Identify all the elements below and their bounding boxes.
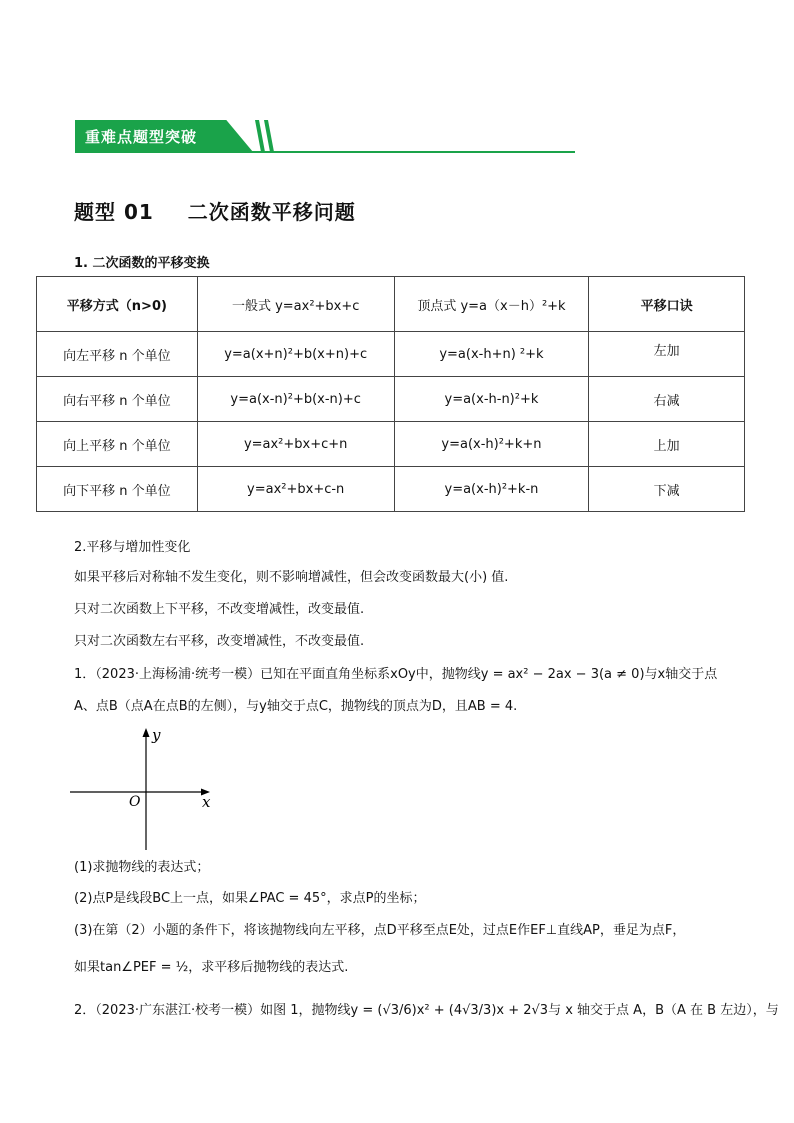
table-header: 平移方式（n>0)	[37, 277, 198, 332]
heading-type-label: 题型 01	[74, 200, 154, 224]
problem1-line: 1．（2023·上海杨浦·统考一模）已知在平面直角坐标系xOy中，抛物线y = ax² − 2ax − 3(a ≠ 0)与x轴交于点	[74, 667, 718, 682]
y-axis-label: y	[152, 728, 161, 744]
table-row	[37, 332, 745, 377]
problem1-question: (1)求抛物线的表达式；	[74, 860, 210, 875]
coordinate-axes-figure	[68, 728, 218, 852]
section1-title: 1. 二次函数的平移变换	[74, 256, 210, 271]
table-cell: y=a(x-h)²+k+n	[394, 422, 589, 467]
table-cell: y=a(x-h)²+k-n	[394, 467, 589, 512]
section2-line: 只对二次函数上下平移，不改变增减性，改变最值.	[74, 602, 365, 617]
table-cell: y=ax²+bx+c+n	[197, 422, 394, 467]
table-header: 一般式 y=ax²+bx+c	[197, 277, 394, 332]
problem1-line: A、点B（点A在点B的左侧），与y轴交于点C，抛物线的顶点为D，且AB = 4.	[74, 699, 518, 714]
table-cell: 向左平移 n 个单位	[37, 332, 198, 377]
table-cell: 左加	[589, 332, 745, 377]
table-row	[37, 467, 745, 512]
table-header-row	[37, 277, 745, 332]
table-cell: y=a(x-h+n) ²+k	[394, 332, 589, 377]
table-cell: y=a(x+n)²+b(x+n)+c	[197, 332, 394, 377]
x-axis-label: x	[202, 793, 211, 811]
section-banner	[75, 118, 575, 154]
y-axis-arrow	[143, 728, 150, 737]
banner-stripe	[255, 120, 265, 152]
table-cell: 右减	[589, 377, 745, 422]
table-header: 顶点式 y=a（x－h）²+k	[394, 277, 589, 332]
table-cell: y=ax²+bx+c-n	[197, 467, 394, 512]
section2-line: 只对二次函数左右平移，改变增减性，不改变最值.	[74, 634, 365, 649]
banner-underline	[75, 151, 575, 153]
page-heading	[74, 196, 356, 225]
banner-title: 重难点题型突破	[85, 128, 198, 146]
translation-table	[36, 276, 745, 512]
table-cell: 向上平移 n 个单位	[37, 422, 198, 467]
problem1-question: (3)在第（2）小题的条件下，将该抛物线向左平移，点D平移至点E处，过点E作EF⊥直线AP，垂足为点F，	[74, 923, 686, 938]
banner-stripe	[264, 120, 274, 152]
problem2-line: 2．（2023·广东湛江·校考一模）如图 1，抛物线y = (√3/6)x² + (4√3/3)x + 2√3与 x 轴交于点 A，B（A 在 B 左边），与	[74, 1003, 779, 1018]
table-header: 平移口诀	[589, 277, 745, 332]
table-cell: y=a(x-n)²+b(x-n)+c	[197, 377, 394, 422]
table-cell: 上加	[589, 422, 745, 467]
table-row	[37, 377, 745, 422]
section2-title: 2.平移与增加性变化	[74, 540, 191, 555]
heading-title: 二次函数平移问题	[187, 200, 356, 224]
table-row	[37, 422, 745, 467]
section2-line: 如果平移后对称轴不发生变化，则不影响增减性，但会改变函数最大(小) 值.	[74, 570, 509, 585]
table-cell: 向右平移 n 个单位	[37, 377, 198, 422]
origin-label: O	[129, 794, 141, 810]
table-cell: 下减	[589, 467, 745, 512]
problem1-question: (2)点P是线段BC上一点，如果∠PAC = 45°，求点P的坐标；	[74, 891, 426, 906]
table-cell: 向下平移 n 个单位	[37, 467, 198, 512]
problem1-question: 如果tan∠PEF = ½，求平移后抛物线的表达式.	[74, 960, 349, 975]
table-cell: y=a(x-h-n)²+k	[394, 377, 589, 422]
